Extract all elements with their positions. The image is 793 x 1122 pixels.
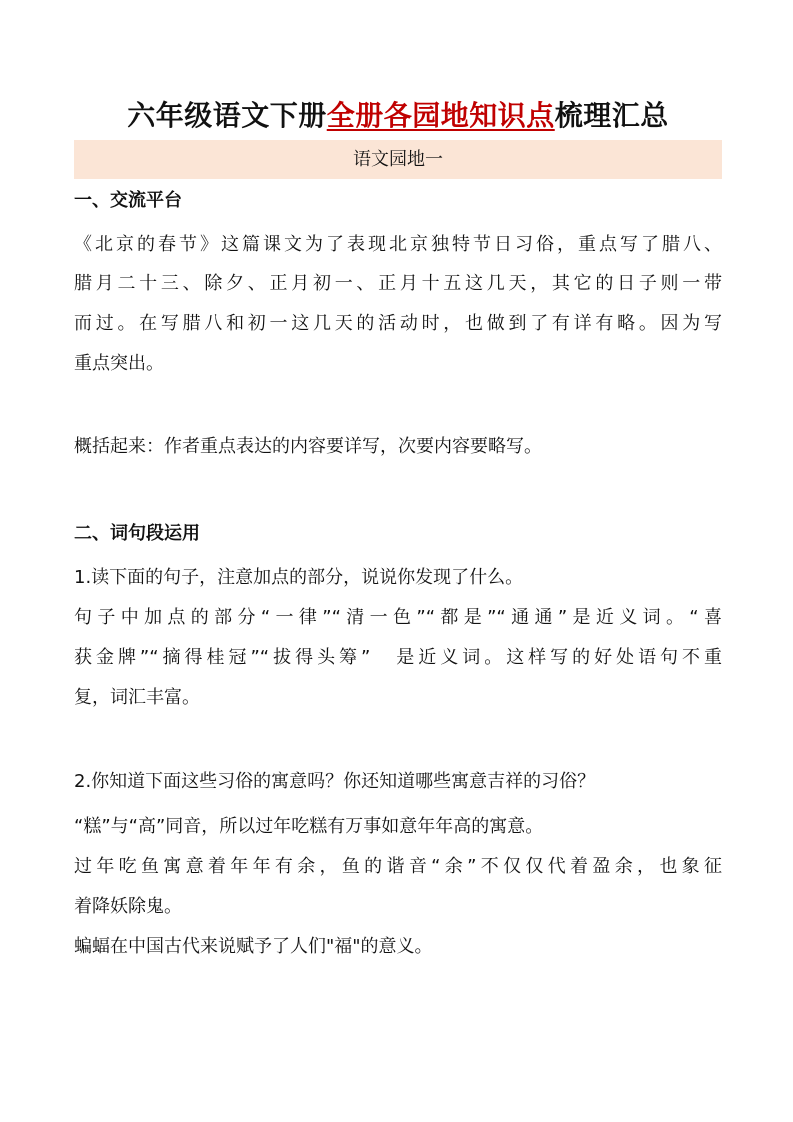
section-header-bar: 语文园地一 (74, 140, 722, 179)
paragraph-line: 重点突出。 (74, 353, 164, 374)
answer-line: 复，词汇丰富。 (74, 687, 200, 708)
title-part-1: 六年级语文下册 (127, 99, 327, 132)
section-2-heading: 二、词句段运用 (74, 523, 200, 544)
paragraph-line: 《北京的春节》这篇课文为了表现北京独特节日习俗，重点写了腊八、 (74, 234, 722, 255)
question-2: 2.你知道下面这些习俗的寓意吗？你还知道哪些寓意吉祥的习俗？ (74, 771, 596, 792)
answer-line: “糕”与“高”同音，所以过年吃糕有万事如意年年高的寓意。 (74, 816, 544, 837)
answer-line: 获金牌”“摘得桂冠”“拔得头筹” 是近义词。这样写的好处语句不重 (74, 647, 722, 668)
question-1: 1.读下面的句子，注意加点的部分，说说你发现了什么。 (74, 567, 524, 588)
answer-line: 着降妖除鬼。 (74, 896, 182, 917)
summary-line: 概括起来：作者重点表达的内容要详写，次要内容要略写。 (74, 436, 542, 457)
paragraph-line: 而过。在写腊八和初一这几天的活动时，也做到了有详有略。因为写 (74, 313, 722, 334)
page-title (74, 96, 722, 136)
title-part-2: 梳理汇总 (554, 99, 669, 132)
title-highlight: 全册各园地知识点 (326, 99, 555, 132)
answer-line: 过年吃鱼寓意着年年有余，鱼的谐音“余”不仅仅代着盈余，也象征 (74, 856, 722, 877)
answer-line: 句子中加点的部分“一律”“清一色”“都是”“通通”是近义词。“喜 (74, 607, 722, 628)
paragraph-line: 腊月二十三、除夕、正月初一、正月十五这几天，其它的日子则一带 (74, 273, 722, 294)
section-1-heading: 一、交流平台 (74, 190, 182, 211)
answer-line: 蝙蝠在中国古代来说赋予了人们"福"的意义。 (74, 936, 433, 957)
